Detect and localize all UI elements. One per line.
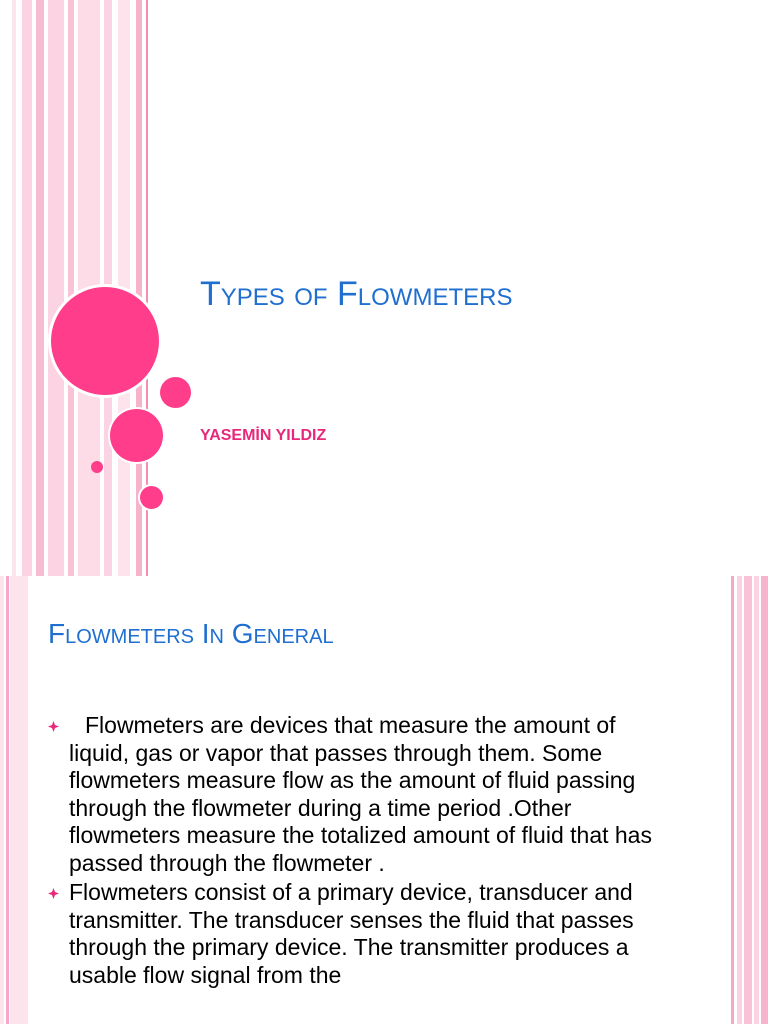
slide-title: Flowmeters In General <box>48 618 334 649</box>
decorative-stripe <box>754 576 759 1024</box>
content-slide <box>0 576 768 1024</box>
decorative-stripe <box>737 576 742 1024</box>
bullet-text: Flowmeters are devices that measure the amount of liquid, gas or vapor that passes through them. Some flowmeters measure flow as the amount of fluid passing through the flowmeter during a time period .Other flowmeters measure the totalized amount of fluid that has passed through the flowmeter . <box>69 712 652 876</box>
list-item <box>48 712 668 877</box>
decorative-stripe <box>10 576 28 1024</box>
author-name: YASEMİN YILDIZ <box>200 427 327 444</box>
diamond-bullet-icon <box>48 721 59 732</box>
decorative-stripe <box>68 0 74 576</box>
list-item <box>48 879 668 989</box>
bullet-text: Flowmeters consist of a primary device, transducer and transmitter. The transducer senses the fluid that passes through the primary device. The transmitter produces a usable flow signal from the <box>69 879 634 988</box>
decorative-stripe <box>36 0 44 576</box>
decorative-stripe <box>0 576 4 1024</box>
decorative-stripe <box>731 576 734 1024</box>
decorative-stripe <box>761 576 768 1024</box>
decorative-stripe <box>744 576 752 1024</box>
diamond-bullet-icon <box>48 888 59 899</box>
decorative-stripe <box>6 576 9 1024</box>
decorative-circle <box>160 377 191 408</box>
slide-title: Types of Flowmeters <box>200 275 513 313</box>
decorative-stripe <box>136 0 142 576</box>
decorative-stripe <box>12 0 16 576</box>
decorative-stripe <box>48 0 64 576</box>
decorative-circle <box>51 287 159 395</box>
decorative-stripe <box>22 0 32 576</box>
decorative-circle <box>91 461 103 473</box>
decorative-circle <box>110 409 163 462</box>
decorative-stripe <box>118 0 130 576</box>
bullet-list <box>48 712 668 989</box>
decorative-circle <box>140 486 163 509</box>
